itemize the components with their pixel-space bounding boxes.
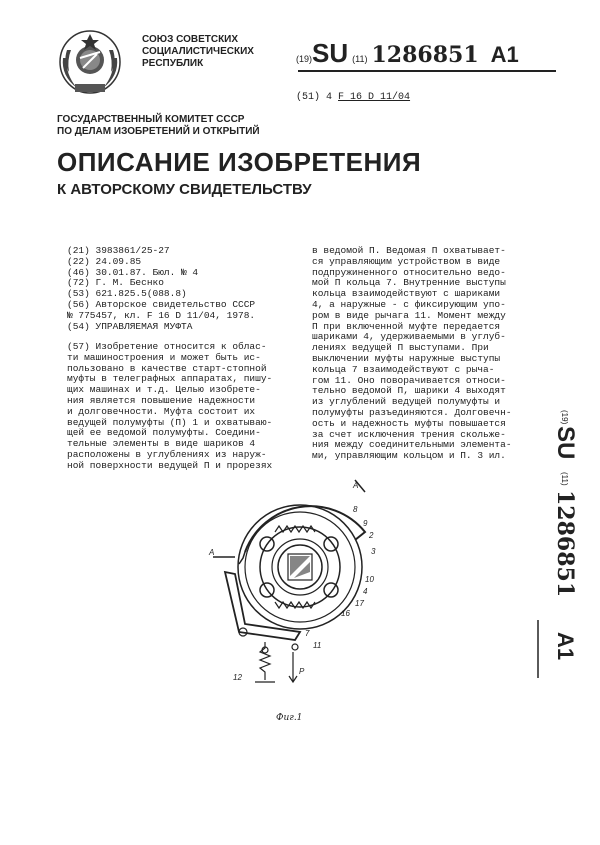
abstract-left-column bbox=[67, 342, 299, 472]
vertical-code-11: (11) bbox=[560, 472, 569, 486]
biblio-line: (21) 3983861/25-27 bbox=[67, 245, 170, 256]
figure-label: 10 bbox=[365, 575, 374, 584]
committee-name bbox=[57, 114, 260, 138]
org-line: СОЮЗ СОВЕТСКИХ bbox=[142, 34, 239, 45]
abstract-line: за счет исключения трения скольже- bbox=[312, 428, 506, 440]
kind-code: A1 bbox=[490, 42, 519, 67]
abstract-line: ния является повышение надежности bbox=[67, 394, 256, 406]
code-11: (11) bbox=[352, 54, 368, 64]
organization-name bbox=[142, 34, 254, 70]
abstract-right-column bbox=[312, 246, 524, 462]
figure-label: A bbox=[353, 481, 359, 490]
publication-number bbox=[296, 38, 519, 69]
patent-number: 1286851 bbox=[371, 42, 479, 68]
abstract-line: ной поверхности ведущей П и прорезях bbox=[67, 459, 273, 471]
abstract-line: расположены в углублениях из наруж- bbox=[67, 448, 267, 460]
committee-line: ГОСУДАРСТВЕННЫЙ КОМИТЕТ СССР bbox=[57, 114, 245, 125]
abstract-line: кольца 7 взаимодействуют с рыча- bbox=[312, 363, 495, 375]
figure-label: 9 bbox=[363, 519, 368, 528]
figure-label: 2 bbox=[369, 531, 374, 540]
ussr-emblem-icon bbox=[55, 28, 125, 100]
abstract-line: ми, управляющим кольцом и П. 3 ил. bbox=[312, 450, 506, 462]
abstract-line: пользовано в качестве старт-стопной bbox=[67, 362, 267, 374]
vertical-code-19: (19) bbox=[560, 410, 569, 425]
org-line: СОЦИАЛИСТИЧЕСКИХ bbox=[142, 46, 254, 57]
abstract-line: гом 11. Оно поворачивается относи- bbox=[312, 374, 506, 386]
abstract-line: щих машинах и т.д. Целью изобрете- bbox=[67, 384, 261, 396]
vertical-country-code: SU bbox=[552, 426, 579, 460]
ipc-classification bbox=[296, 92, 410, 103]
abstract-line: полумуфты разъединяются. Долговечн- bbox=[312, 406, 512, 418]
abstract-line: и долговечности. Муфта состоит их bbox=[67, 405, 256, 417]
abstract-line: ведущей полумуфты (П) 1 и охватываю- bbox=[67, 416, 273, 428]
abstract-line: ти машиностроения и может быть ис- bbox=[67, 351, 261, 363]
ipc-value: F 16 D 11/04 bbox=[338, 92, 411, 103]
abstract-line: ость и надежность муфты повышается bbox=[312, 417, 506, 429]
vertical-publication-number bbox=[536, 410, 579, 690]
abstract-line: из углублений ведущей полумуфты и bbox=[312, 396, 501, 408]
abstract-line: щей ее ведомой полумуфты. Соедини- bbox=[67, 427, 261, 439]
figure-label: 4 bbox=[363, 587, 368, 596]
biblio-line: № 775457, кл. F 16 D 11/04, 1978. bbox=[67, 309, 256, 321]
abstract-line: кольца взаимодействуют с шариками bbox=[312, 288, 501, 300]
figure-label: 8 bbox=[353, 505, 358, 514]
figure-label: 12 bbox=[233, 673, 242, 682]
abstract-line: лениях ведущей П выступами. При bbox=[312, 342, 489, 354]
abstract-line: ся управляющим устройством в виде bbox=[312, 255, 501, 267]
figure-caption: Фиг.1 bbox=[276, 713, 303, 723]
biblio-line: (22) 24.09.85 bbox=[67, 255, 142, 267]
abstract-line: мой П кольца 7. Внутренние выступы bbox=[312, 277, 506, 289]
abstract-line: муфты в телеграфных аппаратах, пишу- bbox=[67, 373, 273, 385]
committee-line: ПО ДЕЛАМ ИЗОБРЕТЕНИЙ И ОТКРЫТИЙ bbox=[57, 126, 260, 137]
country-code: SU bbox=[312, 38, 349, 68]
abstract-line: ром в виде рычага 11. Момент между bbox=[312, 309, 506, 321]
biblio-line: (53) 621.825.5(088.8) bbox=[67, 288, 187, 300]
figure-label: 7 bbox=[305, 629, 310, 638]
abstract-line: тельно ведомой П, шарики 4 выходят bbox=[312, 385, 506, 397]
abstract-line: выключении муфты наружные выступы bbox=[312, 352, 501, 364]
figure-label: 17 bbox=[355, 599, 364, 608]
vertical-patent-number: 1286851 bbox=[552, 490, 578, 598]
document-title: ОПИСАНИЕ ИЗОБРЕТЕНИЯ bbox=[57, 147, 422, 177]
vertical-kind-code: A1 bbox=[553, 632, 578, 661]
abstract-line: П при включенной муфте передается bbox=[312, 320, 501, 332]
bibliographic-data bbox=[67, 246, 255, 332]
abstract-line: подпружиненного относительно ведо- bbox=[312, 266, 506, 278]
biblio-line: (56) Авторское свидетельство СССР bbox=[67, 298, 256, 310]
code-51: (51) 4 bbox=[296, 92, 333, 103]
abstract-line: (57) Изобретение относится к облас- bbox=[67, 341, 267, 352]
figure-label: 3 bbox=[371, 547, 376, 556]
abstract-line: 4, а наружные - с фиксирующим упо- bbox=[312, 298, 506, 310]
figure-label: A bbox=[209, 548, 215, 557]
code-19: (19) bbox=[296, 54, 313, 64]
figure-label: 11 bbox=[313, 641, 322, 650]
abstract-line: в ведомой П. Ведомая П охватывает- bbox=[312, 245, 506, 256]
biblio-line: (72) Г. М. Беснко bbox=[67, 277, 164, 289]
document-subtitle: К АВТОРСКОМУ СВИДЕТЕЛЬСТВУ bbox=[57, 181, 312, 198]
biblio-line: (54) УПРАВЛЯЕМАЯ МУФТА bbox=[67, 320, 193, 332]
org-line: РЕСПУБЛИК bbox=[142, 58, 204, 69]
abstract-line: ния между соединительными элемента- bbox=[312, 439, 512, 451]
abstract-line: тельные элементы в виде шариков 4 bbox=[67, 438, 256, 450]
header-rule bbox=[298, 70, 556, 72]
clutch-technical-drawing bbox=[205, 482, 405, 697]
figure-label: P bbox=[299, 667, 305, 676]
biblio-line: (46) 30.01.87. Бюл. № 4 bbox=[67, 266, 199, 278]
figure-label: 16 bbox=[341, 609, 350, 618]
abstract-line: шариками 4, удерживаемыми в углуб- bbox=[312, 331, 506, 343]
